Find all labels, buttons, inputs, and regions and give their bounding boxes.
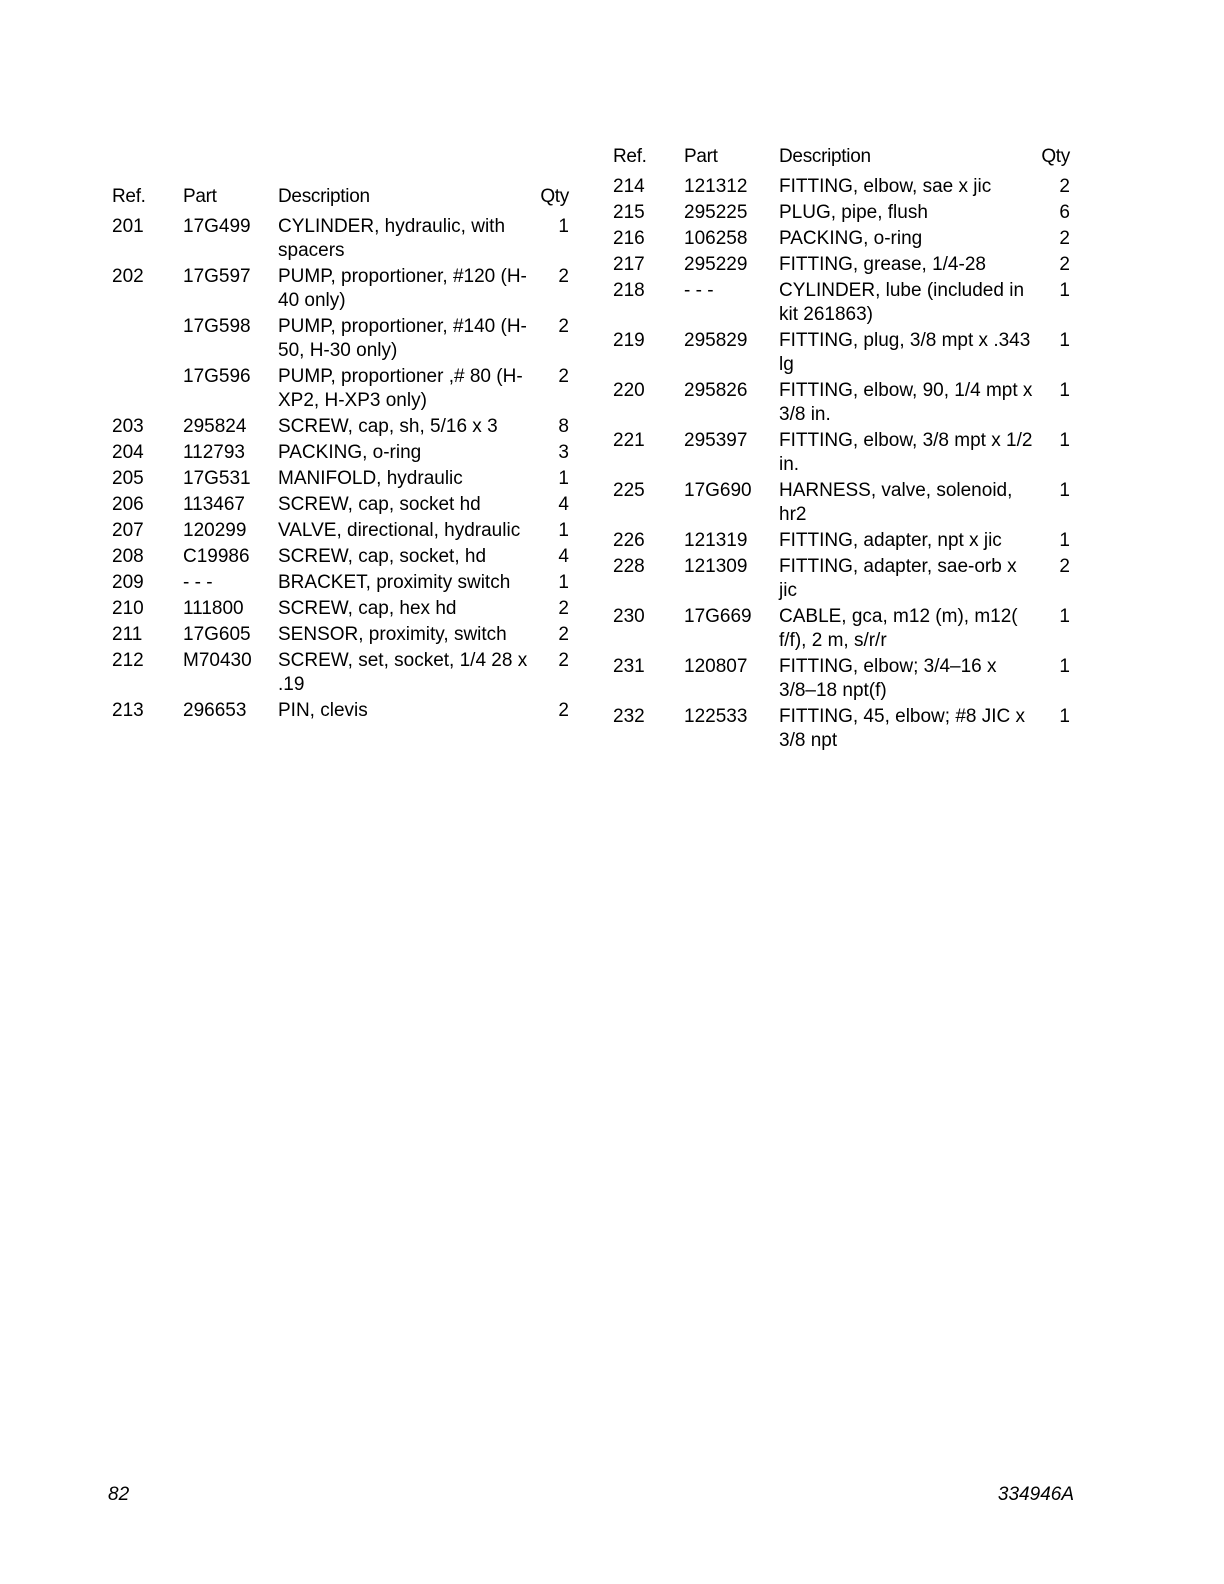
table-row [112, 415, 569, 441]
parts-table-body [112, 215, 569, 725]
part-cell: 111800 [183, 598, 244, 619]
table-row [112, 571, 569, 597]
qty-cell: 2 [1059, 254, 1070, 275]
qty-cell: 4 [558, 494, 569, 515]
part-cell: 295397 [684, 430, 748, 451]
description-cell: HARNESS, valve, solenoid, hr2 [779, 480, 1013, 525]
qty-cell: 3 [558, 442, 569, 463]
ref-cell: 232 [613, 706, 645, 727]
description-cell: BRACKET, proximity switch [278, 572, 511, 593]
table-row [613, 279, 1070, 329]
ref-cell: 217 [613, 254, 645, 275]
part-cell: 121309 [684, 556, 748, 577]
part-cell: 295826 [684, 380, 748, 401]
table-row [613, 329, 1070, 379]
ref-cell: 219 [613, 330, 645, 351]
ref-cell: 207 [112, 520, 144, 541]
description-cell: PACKING, o-ring [779, 228, 923, 249]
table-row [112, 699, 569, 725]
ref-cell [112, 315, 183, 365]
table-row [112, 545, 569, 571]
qty-cell: 2 [1059, 176, 1070, 197]
qty-cell: 1 [1059, 430, 1070, 451]
qty-cell: 1 [1059, 656, 1070, 677]
header-qty: Qty [1041, 146, 1070, 167]
table-row [112, 365, 569, 415]
description-cell: FITTING, adapter, sae-orb x jic [779, 556, 1017, 601]
qty-cell: 1 [1059, 706, 1070, 727]
document-number: 334946A [997, 1484, 1074, 1505]
parts-table-left [112, 185, 569, 725]
ref-cell: 220 [613, 380, 645, 401]
qty-cell: 2 [558, 366, 569, 387]
table-row [112, 649, 569, 699]
ref-cell [112, 365, 183, 415]
qty-cell: 2 [558, 316, 569, 337]
qty-cell: 1 [1059, 530, 1070, 551]
table-row [613, 705, 1070, 755]
qty-cell: 2 [558, 624, 569, 645]
table-row [112, 467, 569, 493]
ref-cell: 218 [613, 280, 645, 301]
part-cell: - - - [183, 572, 213, 593]
part-cell: 17G597 [183, 266, 251, 287]
table-row [613, 479, 1070, 529]
ref-cell: 206 [112, 494, 144, 515]
table-row [112, 215, 569, 265]
ref-cell: 209 [112, 572, 144, 593]
ref-cell: 215 [613, 202, 645, 223]
description-cell: CYLINDER, lube (included in kit 261863) [779, 280, 1025, 325]
header-description: Description [779, 146, 871, 167]
parts-table-right [613, 145, 1070, 755]
description-cell: SCREW, cap, sh, 5/16 x 3 [278, 416, 498, 437]
page-number: 82 [108, 1484, 130, 1505]
part-cell: 106258 [684, 228, 748, 249]
qty-cell: 2 [558, 266, 569, 287]
part-cell: 17G605 [183, 624, 251, 645]
part-cell: 120807 [684, 656, 748, 677]
ref-cell: 203 [112, 416, 144, 437]
description-cell: FITTING, plug, 3/8 mpt x .343 lg [779, 330, 1031, 375]
ref-cell: 204 [112, 442, 144, 463]
ref-cell: 202 [112, 266, 144, 287]
table-row [613, 253, 1070, 279]
part-cell: 121312 [684, 176, 748, 197]
table-row [613, 429, 1070, 479]
ref-cell: 205 [112, 468, 144, 489]
header-part: Part [684, 146, 718, 167]
ref-cell: 201 [112, 216, 144, 237]
header-part: Part [183, 186, 217, 207]
description-cell: SCREW, cap, socket, hd [278, 546, 487, 567]
table-row [613, 227, 1070, 253]
qty-cell: 1 [1059, 606, 1070, 627]
qty-cell: 1 [558, 468, 569, 489]
part-cell: 122533 [684, 706, 748, 727]
header-qty: Qty [540, 186, 569, 207]
table-row [112, 597, 569, 623]
description-cell: PACKING, o-ring [278, 442, 422, 463]
table-row [613, 175, 1070, 201]
table-row [112, 493, 569, 519]
part-cell: 17G499 [183, 216, 251, 237]
part-cell: 120299 [183, 520, 247, 541]
description-cell: SENSOR, proximity, switch [278, 624, 507, 645]
part-cell: 112793 [183, 442, 245, 463]
qty-cell: 1 [558, 216, 569, 237]
description-cell: MANIFOLD, hydraulic [278, 468, 463, 489]
ref-cell: 225 [613, 480, 645, 501]
header-ref: Ref. [613, 146, 647, 167]
table-header-row [613, 145, 1070, 175]
table-row [112, 623, 569, 649]
description-cell: PIN, clevis [278, 700, 368, 721]
table-row [613, 201, 1070, 227]
part-cell: 295829 [684, 330, 748, 351]
description-cell: FITTING, elbow, 3/8 mpt x 1/2 in. [779, 430, 1033, 475]
table-row [112, 519, 569, 545]
qty-cell: 2 [1059, 556, 1070, 577]
description-cell: CYLINDER, hydraulic, with spacers [278, 216, 506, 261]
ref-cell: 226 [613, 530, 645, 551]
table-row [613, 605, 1070, 655]
qty-cell: 1 [558, 520, 569, 541]
qty-cell: 6 [1059, 202, 1070, 223]
ref-cell: 214 [613, 176, 645, 197]
table-row [613, 379, 1070, 429]
part-cell: 295824 [183, 416, 247, 437]
table-row [613, 529, 1070, 555]
description-cell: FITTING, grease, 1/4-28 [779, 254, 986, 275]
part-cell: 17G596 [183, 366, 251, 387]
qty-cell: 1 [1059, 480, 1070, 501]
description-cell: SCREW, cap, hex hd [278, 598, 457, 619]
description-cell: PLUG, pipe, flush [779, 202, 928, 223]
qty-cell: 2 [558, 700, 569, 721]
part-cell: - - - [684, 280, 714, 301]
ref-cell: 216 [613, 228, 645, 249]
description-cell: FITTING, elbow, sae x jic [779, 176, 992, 197]
table-row [112, 315, 569, 365]
part-cell: 17G598 [183, 316, 251, 337]
part-cell: M70430 [183, 650, 252, 671]
part-cell: C19986 [183, 546, 250, 567]
description-cell: FITTING, adapter, npt x jic [779, 530, 1002, 551]
description-cell: PUMP, proportioner, #140 (H-50, H-30 only) [278, 316, 527, 361]
table-row [112, 441, 569, 467]
ref-cell: 230 [613, 606, 645, 627]
qty-cell: 1 [1059, 380, 1070, 401]
table-row [613, 555, 1070, 605]
description-cell: FITTING, 45, elbow; #8 JIC x 3/8 npt [779, 706, 1026, 751]
ref-cell: 213 [112, 700, 144, 721]
part-cell: 295225 [684, 202, 748, 223]
ref-cell: 211 [112, 624, 143, 645]
qty-cell: 8 [558, 416, 569, 437]
description-cell: CABLE, gca, m12 (m), m12( f/f), 2 m, s/r/r [779, 606, 1018, 651]
part-cell: 17G690 [684, 480, 752, 501]
qty-cell: 1 [1059, 280, 1070, 301]
part-cell: 17G531 [183, 468, 251, 489]
table-row [112, 265, 569, 315]
qty-cell: 4 [558, 546, 569, 567]
ref-cell: 212 [112, 650, 144, 671]
ref-cell: 210 [112, 598, 144, 619]
part-cell: 113467 [183, 494, 245, 515]
qty-cell: 2 [558, 598, 569, 619]
description-cell: PUMP, proportioner ,# 80 (H-XP2, H-XP3 only) [278, 366, 523, 411]
description-cell: FITTING, elbow; 3/4–16 x 3/8–18 npt(f) [779, 656, 997, 701]
description-cell: VALVE, directional, hydraulic [278, 520, 521, 541]
ref-cell: 208 [112, 546, 144, 567]
table-header-row [112, 185, 569, 215]
part-cell: 295229 [684, 254, 748, 275]
ref-cell: 228 [613, 556, 645, 577]
qty-cell: 1 [558, 572, 569, 593]
qty-cell: 2 [1059, 228, 1070, 249]
qty-cell: 2 [558, 650, 569, 671]
table-row [613, 655, 1070, 705]
description-cell: PUMP, proportioner, #120 (H-40 only) [278, 266, 527, 311]
ref-cell: 231 [613, 656, 645, 677]
part-cell: 17G669 [684, 606, 752, 627]
description-cell: SCREW, set, socket, 1/4 28 x .19 [278, 650, 528, 695]
description-cell: SCREW, cap, socket hd [278, 494, 481, 515]
ref-cell: 221 [613, 430, 645, 451]
header-description: Description [278, 186, 370, 207]
description-cell: FITTING, elbow, 90, 1/4 mpt x 3/8 in. [779, 380, 1033, 425]
part-cell: 121319 [684, 530, 748, 551]
qty-cell: 1 [1059, 330, 1070, 351]
part-cell: 296653 [183, 700, 247, 721]
parts-table-body [613, 175, 1070, 755]
header-ref: Ref. [112, 186, 146, 207]
